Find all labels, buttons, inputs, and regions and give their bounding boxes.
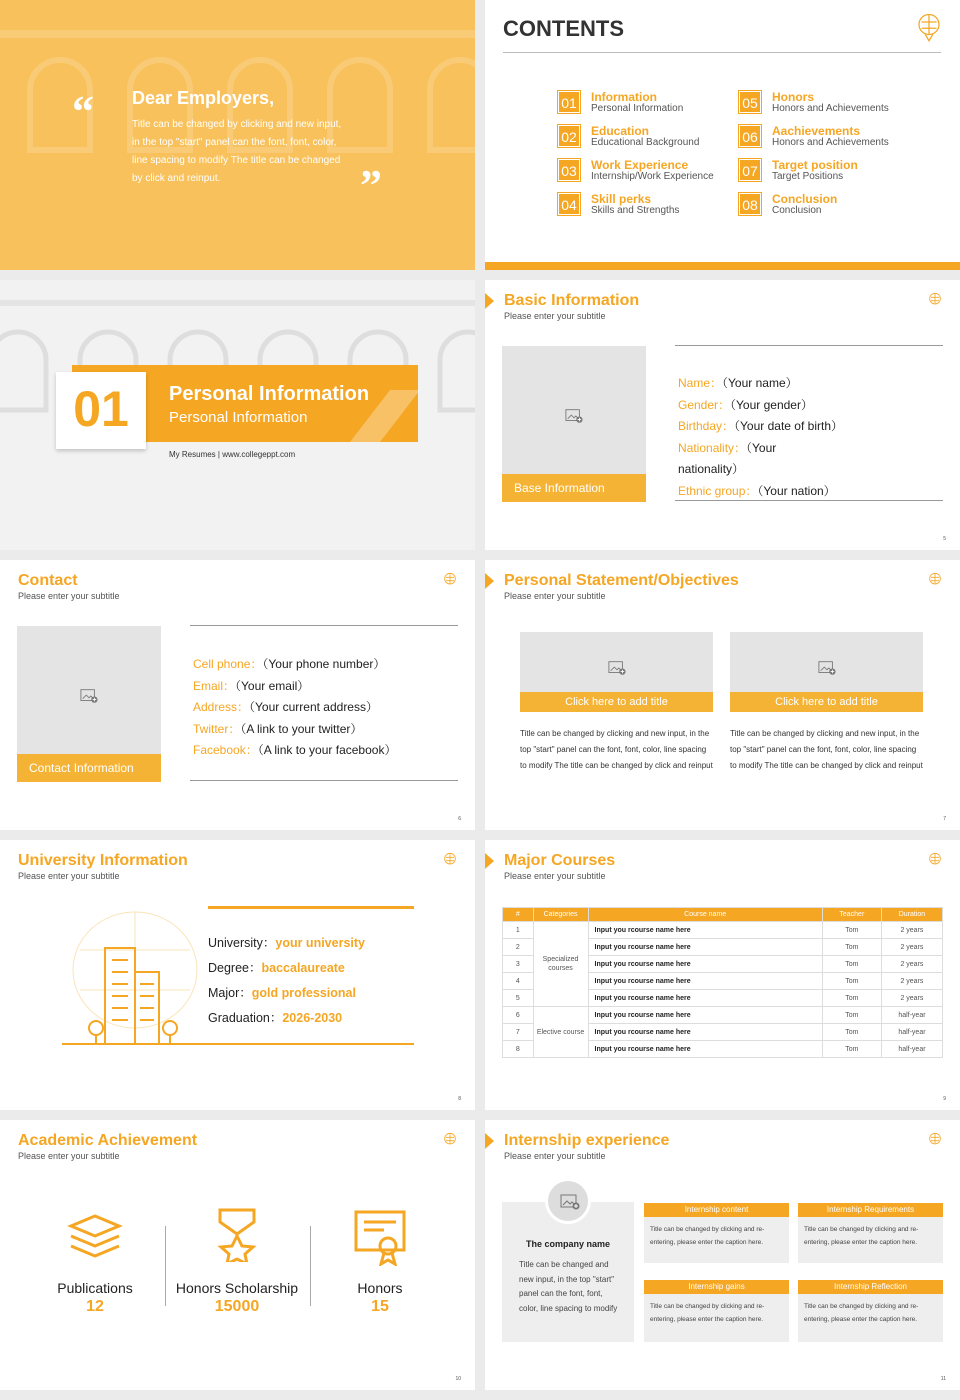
field-value[interactable]: （Your current address） <box>249 700 378 715</box>
contents-item-title[interactable]: Aachievements <box>772 124 861 138</box>
brain-icon <box>443 852 457 868</box>
duration[interactable]: 2 years <box>881 973 942 990</box>
field-row <box>193 655 385 672</box>
slide-title: Contact <box>18 572 78 589</box>
field-row <box>193 741 396 758</box>
uni-value[interactable]: gold professional <box>251 986 356 1000</box>
statement-image-1[interactable] <box>520 632 713 712</box>
section-credit: My Resumes | www.collegeppt.com <box>169 450 296 459</box>
uni-value[interactable]: baccalaureate <box>261 961 345 975</box>
info-bottom-bar <box>62 1043 414 1045</box>
uni-key: Major： <box>208 986 252 1000</box>
teacher[interactable]: Tom <box>822 973 881 990</box>
field-key: Birthday： <box>678 419 735 434</box>
teacher[interactable]: Tom <box>822 956 881 973</box>
page-number: 11 <box>940 1376 946 1382</box>
page-number: 7 <box>943 816 946 822</box>
slide-internship <box>485 1120 960 1390</box>
field-key: Twitter： <box>193 721 241 736</box>
contents-number: 02 <box>558 125 580 147</box>
field-row <box>678 439 776 456</box>
box-text: Title can be changed by clicking and re-entering, please enter the caption here. <box>644 1217 789 1263</box>
contents-item-title[interactable]: Work Experience <box>591 158 689 172</box>
box-header: Internship Reflection <box>798 1280 943 1294</box>
uni-key: University： <box>208 936 276 950</box>
duration[interactable]: 2 years <box>881 939 942 956</box>
contents-item-sub: Honors and Achievements <box>772 137 889 148</box>
duration[interactable]: half-year <box>881 1041 942 1058</box>
duration[interactable]: 2 years <box>881 956 942 973</box>
contents-bottom-bar <box>485 262 960 270</box>
image-add-icon <box>818 661 836 676</box>
image-add-icon <box>608 661 626 676</box>
field-row <box>193 698 378 715</box>
stat-label: Publications <box>57 1280 133 1296</box>
contents-number: 05 <box>739 91 761 113</box>
course-name[interactable]: Input you rcourse name here <box>588 1041 822 1058</box>
field-top-line <box>190 625 458 626</box>
col-header: Course name <box>588 908 822 922</box>
slide-title: Personal Statement/Objectives <box>504 572 739 589</box>
card-title[interactable]: Click here to add title <box>730 692 923 712</box>
slide-statement <box>485 560 960 830</box>
section-number: 01 <box>73 381 129 437</box>
col-header: Duration <box>881 908 942 922</box>
row-number: 7 <box>503 1024 534 1041</box>
field-value[interactable]: （Your <box>746 440 777 455</box>
stat-value: 15 <box>371 1298 389 1315</box>
course-name[interactable]: Input you rcourse name here <box>588 990 822 1007</box>
course-name[interactable]: Input you rcourse name here <box>588 1024 822 1041</box>
field-row <box>193 677 309 694</box>
stat-label: Honors <box>357 1280 403 1296</box>
teacher[interactable]: Tom <box>822 922 881 939</box>
box-text: Title can be changed by clicking and re-entering, please enter the caption here. <box>798 1294 943 1342</box>
greeting: Dear Employers, <box>132 88 275 108</box>
teacher[interactable]: Tom <box>822 1041 881 1058</box>
contents-item-title[interactable]: Target position <box>772 158 858 172</box>
title-arrow-icon <box>485 573 494 589</box>
card-text: Title can be changed by clicking and new input, in the top "start" panel can the font, font, color, line spacing to modify The title can be changed by click and reinput <box>730 729 923 770</box>
slide-section-personal <box>0 280 475 550</box>
slide-subtitle: Please enter your subtitle <box>18 1151 120 1161</box>
teacher[interactable]: Tom <box>822 1007 881 1024</box>
field-value[interactable]: （A link to your twitter） <box>240 721 363 736</box>
uni-key: Degree： <box>208 961 262 975</box>
row-number: 8 <box>503 1041 534 1058</box>
image-add-icon <box>565 409 583 424</box>
course-name[interactable]: Input you rcourse name here <box>588 1007 822 1024</box>
table-row <box>503 1007 943 1024</box>
field-value[interactable]: （Your phone number） <box>262 657 386 671</box>
field-key: Facebook： <box>193 743 258 758</box>
table-row <box>503 922 943 939</box>
box-header: Internship gains <box>644 1280 789 1294</box>
page-number: 10 <box>455 1376 461 1382</box>
contents-number: 08 <box>739 193 761 215</box>
page-number: 5 <box>943 536 946 542</box>
page-number: 6 <box>458 816 461 822</box>
field-key: Nationality： <box>678 440 747 455</box>
category-cell: Specialized courses <box>533 922 588 1007</box>
uni-value[interactable]: 2026-2030 <box>282 1011 343 1025</box>
contents-item-sub: Internship/Work Experience <box>591 171 714 182</box>
photo-label: Contact Information <box>17 754 161 782</box>
contents-item-title[interactable]: Conclusion <box>772 192 838 206</box>
field-row <box>193 720 362 737</box>
slide-title: Basic Information <box>504 292 640 309</box>
medal-icon <box>216 1208 258 1262</box>
field-row <box>678 460 744 477</box>
slide-contents <box>485 0 960 270</box>
image-add-icon <box>560 1194 580 1210</box>
course-name[interactable]: Input you rcourse name here <box>588 973 822 990</box>
col-header: Categories <box>533 908 588 922</box>
stat-label: Honors Scholarship <box>175 1280 299 1296</box>
row-number: 1 <box>503 922 534 939</box>
course-name[interactable]: Input you rcourse name here <box>588 956 822 973</box>
slide-title: University Information <box>18 852 188 869</box>
uni-row <box>208 958 345 976</box>
box-header: Internship content <box>644 1203 789 1217</box>
contents-item-sub: Personal Information <box>591 103 684 114</box>
slide-subtitle: Please enter your subtitle <box>504 871 606 881</box>
image-add-icon <box>80 689 98 704</box>
contents-number: 04 <box>558 193 580 215</box>
field-value[interactable]: （Your nation） <box>757 484 836 498</box>
field-key: Ethnic group： <box>678 484 758 498</box>
brain-icon <box>928 852 942 868</box>
contents-item-sub: Honors and Achievements <box>772 103 889 114</box>
duration[interactable]: 2 years <box>881 922 942 939</box>
photo-placeholder[interactable] <box>502 346 646 502</box>
col-header: # <box>503 908 534 922</box>
duration[interactable]: half-year <box>881 1024 942 1041</box>
col-header: Teacher <box>822 908 881 922</box>
field-value[interactable]: （Your gender） <box>730 397 813 412</box>
open-quote-icon: “ <box>72 87 94 136</box>
info-top-bar <box>208 906 414 909</box>
brain-icon <box>443 572 457 588</box>
row-number: 2 <box>503 939 534 956</box>
brain-icon <box>928 1132 942 1148</box>
slide-title: Internship experience <box>504 1132 670 1149</box>
statement-image-2[interactable] <box>730 632 923 712</box>
box-text: Title can be changed by clicking and re-entering, please enter the caption here. <box>798 1217 943 1263</box>
contents-item-sub: Educational Background <box>591 137 700 148</box>
contents-title: CONTENTS <box>503 16 624 41</box>
page-number: 9 <box>943 1096 946 1102</box>
field-row <box>678 482 836 499</box>
slide-title: Academic Achievement <box>18 1132 198 1149</box>
slide-basic-info <box>485 280 960 550</box>
field-row <box>678 374 798 391</box>
row-number: 5 <box>503 990 534 1007</box>
box-header: Internship Requirements <box>798 1203 943 1217</box>
books-icon <box>67 1212 123 1258</box>
field-key: Gender： <box>678 397 731 412</box>
contents-item-sub: Target Positions <box>772 171 844 182</box>
company-logo-placeholder[interactable] <box>545 1178 591 1224</box>
field-value[interactable]: nationality） <box>678 462 745 477</box>
contents-item-title[interactable]: Skill perks <box>591 192 652 206</box>
field-top-line <box>675 345 943 346</box>
photo-placeholder[interactable] <box>17 626 161 782</box>
slide-dear-employers <box>0 0 475 270</box>
field-value[interactable]: （Your date of birth） <box>734 419 843 434</box>
slide-subtitle: Please enter your subtitle <box>504 311 606 321</box>
brain-icon <box>916 12 942 42</box>
slide-courses <box>485 840 960 1110</box>
field-row <box>678 396 813 413</box>
brain-icon <box>443 1132 457 1148</box>
duration[interactable]: half-year <box>881 1007 942 1024</box>
teacher[interactable]: Tom <box>822 939 881 956</box>
page-number: 8 <box>458 1096 461 1102</box>
contents-number: 07 <box>739 159 761 181</box>
field-value[interactable]: （A link to your facebook） <box>257 743 397 758</box>
title-arrow-icon <box>485 1133 494 1149</box>
contents-number: 03 <box>558 159 580 181</box>
uni-row <box>208 983 356 1001</box>
stat-value: 12 <box>86 1298 104 1315</box>
courses-table <box>502 907 943 1058</box>
contents-item-title[interactable]: Information <box>591 90 657 104</box>
field-row <box>678 417 843 434</box>
brain-icon <box>928 572 942 588</box>
photo-label: Base Information <box>502 474 646 502</box>
slide-contact <box>0 560 475 830</box>
uni-value[interactable]: your university <box>275 936 365 950</box>
uni-key: Graduation： <box>208 1011 283 1025</box>
field-key: Address： <box>193 700 250 715</box>
slide-subtitle: Please enter your subtitle <box>18 871 120 881</box>
section-subtitle: Personal Information <box>169 409 308 426</box>
buildings-icon <box>60 900 210 1048</box>
slide-subtitle: Please enter your subtitle <box>18 591 120 601</box>
slide-title: Major Courses <box>504 852 616 869</box>
box-text: Title can be changed by clicking and re-entering, please enter the caption here. <box>644 1294 789 1342</box>
title-arrow-icon <box>485 293 494 309</box>
row-number: 6 <box>503 1007 534 1024</box>
contents-item-title[interactable]: Honors <box>772 90 814 104</box>
teacher[interactable]: Tom <box>822 1024 881 1041</box>
uni-row <box>208 933 365 951</box>
category-cell: Elective course <box>533 1007 588 1058</box>
slide-academic <box>0 1120 475 1390</box>
greeting-body: Title can be changed by clicking and new input, in the top "start" panel can the font, font, color, line spacing to modify The title can be changed by click and reinput. <box>132 119 342 184</box>
card-title[interactable]: Click here to add title <box>520 692 713 712</box>
brain-icon <box>928 292 942 308</box>
uni-row <box>208 1008 342 1026</box>
field-bottom-line <box>675 500 943 501</box>
row-number: 4 <box>503 973 534 990</box>
duration[interactable]: 2 years <box>881 990 942 1007</box>
field-value[interactable]: （Your email） <box>235 678 310 693</box>
section-title: Personal Information <box>169 383 370 405</box>
field-key: Email： <box>193 678 236 693</box>
stat-value: 15000 <box>214 1298 260 1315</box>
certificate-icon <box>354 1210 406 1266</box>
contents-item-title[interactable]: Education <box>591 124 650 138</box>
card-text: Title can be changed by clicking and new input, in the top "start" panel can the font, font, color, line spacing to modify The title can be changed by click and reinput <box>520 729 713 770</box>
slide-subtitle: Please enter your subtitle <box>504 1151 606 1161</box>
contents-number: 06 <box>739 125 761 147</box>
contents-item-sub: Conclusion <box>772 205 822 216</box>
contents-item-sub: Skills and Strengths <box>591 205 680 216</box>
title-arrow-icon <box>485 853 494 869</box>
slide-subtitle: Please enter your subtitle <box>504 591 606 601</box>
teacher[interactable]: Tom <box>822 990 881 1007</box>
close-quote-icon: ” <box>360 161 382 210</box>
field-key: Name： <box>678 376 723 390</box>
course-name[interactable]: Input you rcourse name here <box>588 939 822 956</box>
field-bottom-line <box>190 780 458 781</box>
row-number: 3 <box>503 956 534 973</box>
company-text: Title can be changed and new input, in the top "start" panel can the font, font, color, line spacing to modify <box>519 1260 618 1313</box>
contents-divider <box>503 52 941 53</box>
contents-number: 01 <box>558 91 580 113</box>
course-name[interactable]: Input you rcourse name here <box>588 922 822 939</box>
slide-university <box>0 840 475 1110</box>
company-name: The company name <box>525 1239 611 1249</box>
field-key: Cell phone： <box>193 657 263 671</box>
field-value[interactable]: （Your name） <box>722 376 798 390</box>
